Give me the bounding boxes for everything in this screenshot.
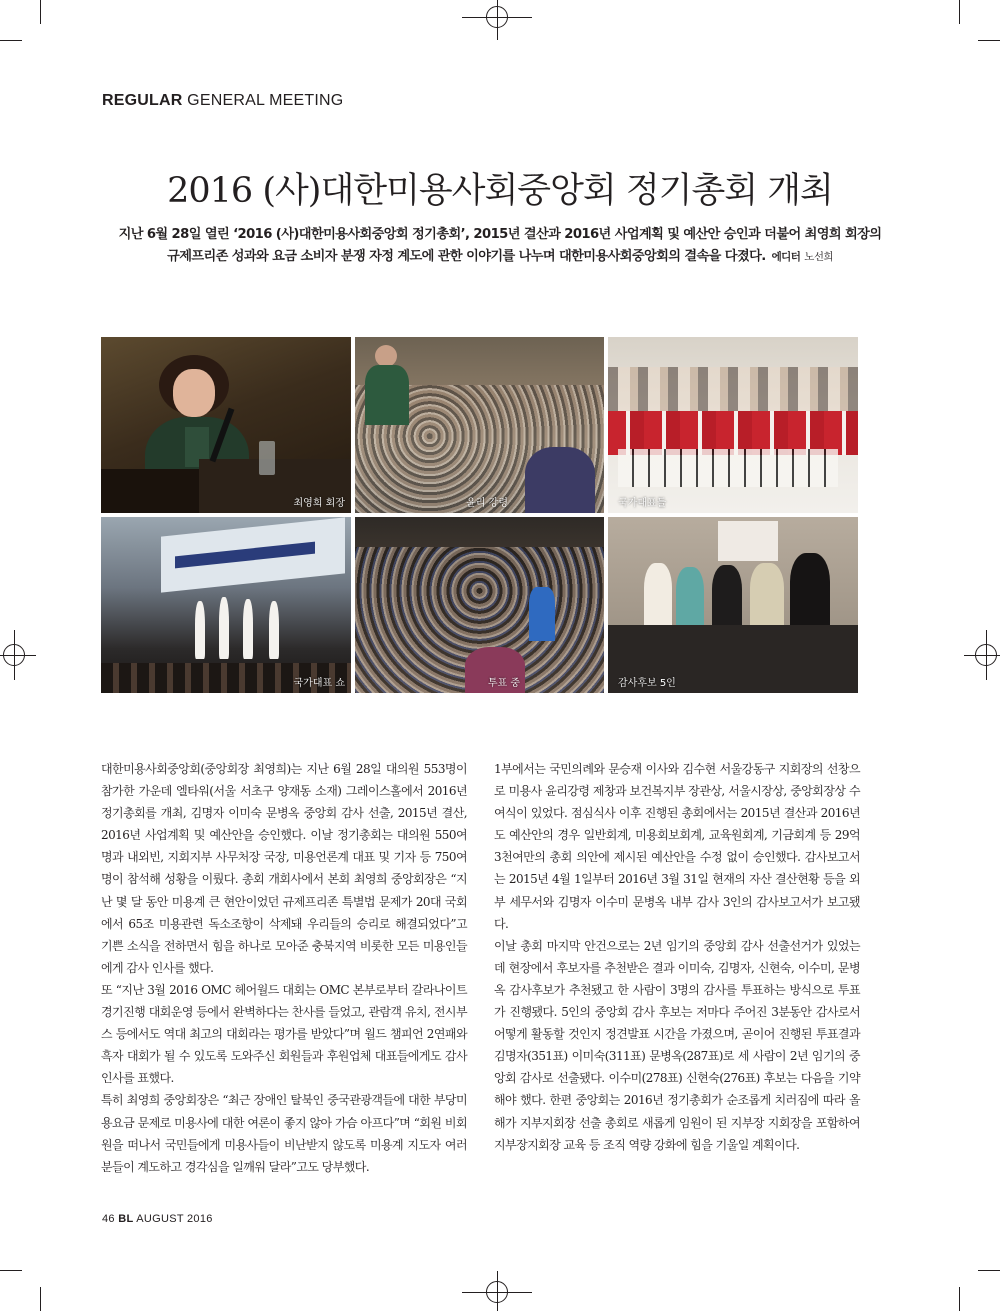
page-folio (102, 1213, 213, 1225)
article-lede (100, 224, 900, 268)
lede-line-2 (100, 246, 900, 268)
photo-caption: 국가대표들 (618, 498, 667, 509)
photo-caption: 감사후보 5인 (618, 678, 676, 689)
body-column-left (101, 758, 467, 1178)
photo-caption: 투표 중 (487, 678, 520, 689)
body-paragraph: 이날 총회 마지막 안건으로는 2년 임기의 중앙회 감사 선출선거가 있었는데 현장에서 후보자를 추천받은 결과 이미숙, 김명자, 신현숙, 이수미, 문병옥 감사후보가 추천됐고 한 사람이 3명의 감사를 투표하는 방식으로 투표가 진행됐다. 5인의 중앙회 감사 후보는 저마다 주어진 3분동안 감사로서 어떻게 활동할 것인지 정견발표 시간을 가졌으며, 곧이어 진행된 투표결과 김명자(351표) 이미숙(311표) 문병옥(287표)로 세 사람이 2년 임기의 중앙회 감사로 선출됐다. 이수미(278표) 신현숙(276표) 후보는 다음을 기약해야 했다. 한편 중앙회는 2016년 정기총회가 순조롭게 치러짐에 따라 올해가 지부지회장 선출 총회로 새롭게 임원이 된 지부장 지회장을 포함하여 지부장지회장 교육 등 조직 역량 강화에 힘을 기울일 계획이다. (494, 938, 860, 1152)
body-paragraph: 또 “지난 3월 2016 OMC 헤어월드 대회는 OMC 본부로부터 갈라나이트 경기진행 대회운영 등에서 완벽하다는 찬사를 들었고, 관람객 유치, 전시부스 등에서도 역대 최고의 대회라는 평가를 받았다”며 월드 챔피언 2연패와 흑자 대회가 될 수 있도록 도와주신 회원들과 후원업체 대표들에게도 감사 인사를 표했다. (101, 982, 467, 1086)
crop-mark (959, 0, 960, 24)
photo-caption: 윤리 강령 (466, 498, 508, 509)
lede-line-1: 지난 6월 28일 열린 ‘2016 (사)대한미용사회중앙회 정기총회’, 2015년 결산과 2016년 사업계획 및 예산안 승인과 더불어 최영희 회장의 (118, 227, 882, 242)
crop-mark (978, 40, 1000, 41)
body-paragraph: 1부에서는 국민의례와 문승재 이사와 김수현 서울강동구 지회장의 선창으로 미용사 윤리강령 제창과 보건복지부 장관상, 서울시장상, 중앙회장상 수여식이 있었다. 점심식사 이후 진행된 총회에서는 2015년 결산과 2016년도 예산안의 경우 일반회계, 미용회보회계, 교육원회계, 기금회계 등 29억3천여만의 총회 의안에 제시된 예산안을 수정 없이 승인했다. 감사보고서는 2015년 4월 1일부터 2016년 3월 31일 현재의 자산 결산현황 등을 외부 세무서와 김명자 이수미 문병옥 내부 감사 3인의 감사보고서가 보고됐다. (494, 762, 860, 931)
national-team-group-photo (608, 337, 858, 513)
page-number: 46 (102, 1213, 115, 1225)
voting-crowd-photo (355, 517, 604, 693)
body-paragraph: 특히 최영희 중앙회장은 “최근 장애인 탈북인 중국관광객들에 대한 부당미용요금 문제로 미용사에 대한 여론이 좋지 않아 가슴 아프다”며 “회원 비회원을 떠나서 국민들에게 미용사들이 비난받지 않도록 미용계 지도자 여러분들이 계도하고 경각심을 일깨워 달라”고도 당부했다. (101, 1093, 467, 1174)
editor-name: 노선희 (804, 251, 833, 263)
crop-mark (959, 1287, 960, 1311)
section-label-bold: REGULAR (102, 92, 183, 109)
body-paragraph: 대한미용사회중앙회(중앙회장 최영희)는 지난 6월 28일 대의원 553명이 참가한 가운데 엘타워(서울 서초구 양재동 소재) 그레이스홀에서 2016년 정기총회를 개최, 김명자 이미숙 문병옥 중앙회 감사 선출, 2015년 결산, 2016년 사업계획 및 예산안을 승인했다. 이날 정기총회는 대의원 550여명과 내외빈, 지회지부 사무처장 국장, 미용언론계 대표 및 기자 등 750여명이 참석해 성황을 이뤘다. 총회 개회사에서 본회 최영희 중앙회장은 “지난 몇 달 동안 미용계 큰 현안이었던 규제프리존 특별법 문제가 20대 국회에서 65조 미용관련 독소조항이 삭제돼 우리들의 승리로 해결되었다”고 기쁜 소식을 전하면서 힘을 하나로 모아준 충북지역 비롯한 모든 미용인들에게 감사 인사를 했다. (101, 762, 467, 975)
crop-mark (0, 40, 22, 41)
editor-label: 에디터 (771, 251, 801, 263)
audience-oath-photo (355, 337, 604, 513)
auditor-candidates-photo (608, 517, 858, 693)
photo-caption: 국가대표 쇼 (293, 678, 345, 689)
issue-date: AUGUST 2016 (136, 1213, 213, 1225)
crop-mark (0, 1270, 22, 1271)
stage-show-photo (101, 517, 351, 693)
crop-mark (40, 1287, 41, 1311)
speaker-at-podium-photo (101, 337, 351, 513)
article-headline: 2016 (사)대한미용사회중앙회 정기총회 개최 (167, 171, 833, 211)
body-column-right (494, 758, 860, 1156)
crop-mark (978, 1270, 1000, 1271)
magazine-name: BL (118, 1213, 134, 1225)
section-label (102, 92, 343, 110)
section-label-light: GENERAL MEETING (187, 92, 344, 109)
crop-mark (40, 0, 41, 24)
lede-line-2-text: 규제프리존 성과와 요금 소비자 분쟁 자정 계도에 관한 이야기를 나누며 대한미용사회중앙회의 결속을 다졌다. (167, 249, 766, 264)
photo-caption: 최영희 회장 (293, 498, 345, 509)
